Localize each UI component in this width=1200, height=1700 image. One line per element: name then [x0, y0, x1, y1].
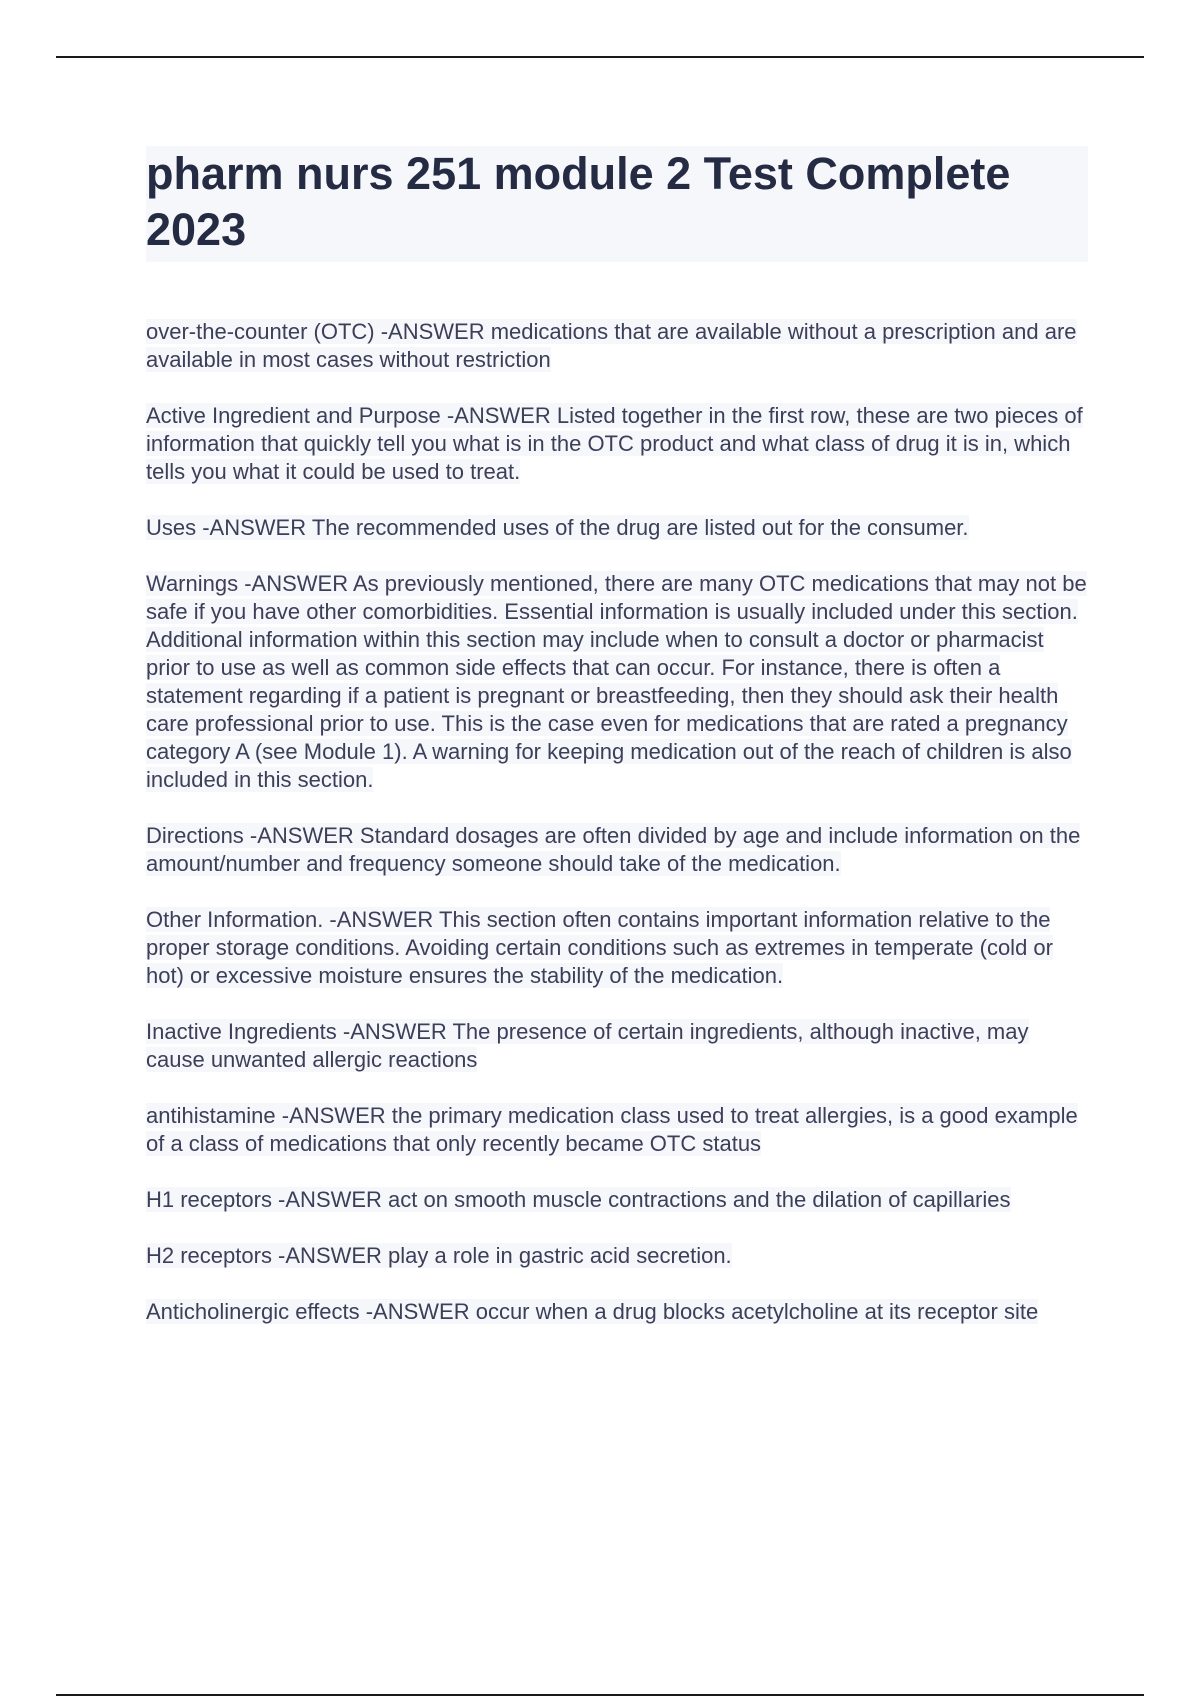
qa-entry-text: Directions -ANSWER Standard dosages are often divided by age and include information on the amount/number and frequency someone should take of the medication.: [146, 823, 1081, 876]
qa-entry-inactive-ingredients: [146, 1018, 1088, 1074]
qa-entry-text: Anticholinergic effects -ANSWER occur when a drug blocks acetylcholine at its receptor site: [146, 1299, 1039, 1324]
qa-entry-anticholinergic-effects: [146, 1298, 1088, 1326]
qa-entry-text: Inactive Ingredients -ANSWER The presence of certain ingredients, although inactive, may cause unwanted allergic reactions: [146, 1019, 1029, 1072]
qa-entry-warnings: [146, 570, 1088, 794]
qa-entry-text: over-the-counter (OTC) -ANSWER medications that are available without a prescription and are available in most cases without restriction: [146, 319, 1077, 372]
qa-entry-otc: [146, 318, 1088, 374]
qa-entry-h2-receptors: [146, 1242, 1088, 1270]
qa-entry-other-information: [146, 906, 1088, 990]
document-page: [146, 146, 1088, 1354]
qa-entry-text: antihistamine -ANSWER the primary medication class used to treat allergies, is a good example of a class of medications that only recently became OTC status: [146, 1103, 1078, 1156]
qa-entry-antihistamine: [146, 1102, 1088, 1158]
qa-entry-uses: [146, 514, 1088, 542]
qa-entry-text: H1 receptors -ANSWER act on smooth muscle contractions and the dilation of capillaries: [146, 1187, 1011, 1212]
qa-list: [146, 318, 1088, 1326]
qa-entry-text: Warnings -ANSWER As previously mentioned, there are many OTC medications that may not be safe if you have other comorbidities. Essential information is usually included under this section. Additional information within this section may include when to consult a doctor or pharmacist prior to use as well as common side effects that can occur. For instance, there is often a statement regarding if a patient is pregnant or breastfeeding, then they should ask their health care professional prior to use. This is the case even for medications that are rated a pregnancy category A (see Module 1). A warning for keeping medication out of the reach of children is also included in this section.: [146, 571, 1087, 792]
qa-entry-h1-receptors: [146, 1186, 1088, 1214]
qa-entry-text: Active Ingredient and Purpose -ANSWER Listed together in the first row, these are two pieces of information that quickly tell you what is in the OTC product and what class of drug it is in, which tells you what it could be used to treat.: [146, 403, 1083, 484]
qa-entry-active-ingredient: [146, 402, 1088, 486]
qa-entry-text: Uses -ANSWER The recommended uses of the drug are listed out for the consumer.: [146, 515, 969, 540]
page-title: pharm nurs 251 module 2 Test Complete 2023: [146, 146, 1088, 262]
qa-entry-directions: [146, 822, 1088, 878]
qa-entry-text: H2 receptors -ANSWER play a role in gastric acid secretion.: [146, 1243, 732, 1268]
top-rule: [56, 56, 1144, 58]
qa-entry-text: Other Information. -ANSWER This section often contains important information relative to the proper storage conditions. Avoiding certain conditions such as extremes in temperate (cold or hot) or excessive moisture ensures the stability of the medication.: [146, 907, 1053, 988]
bottom-rule: [56, 1694, 1144, 1696]
